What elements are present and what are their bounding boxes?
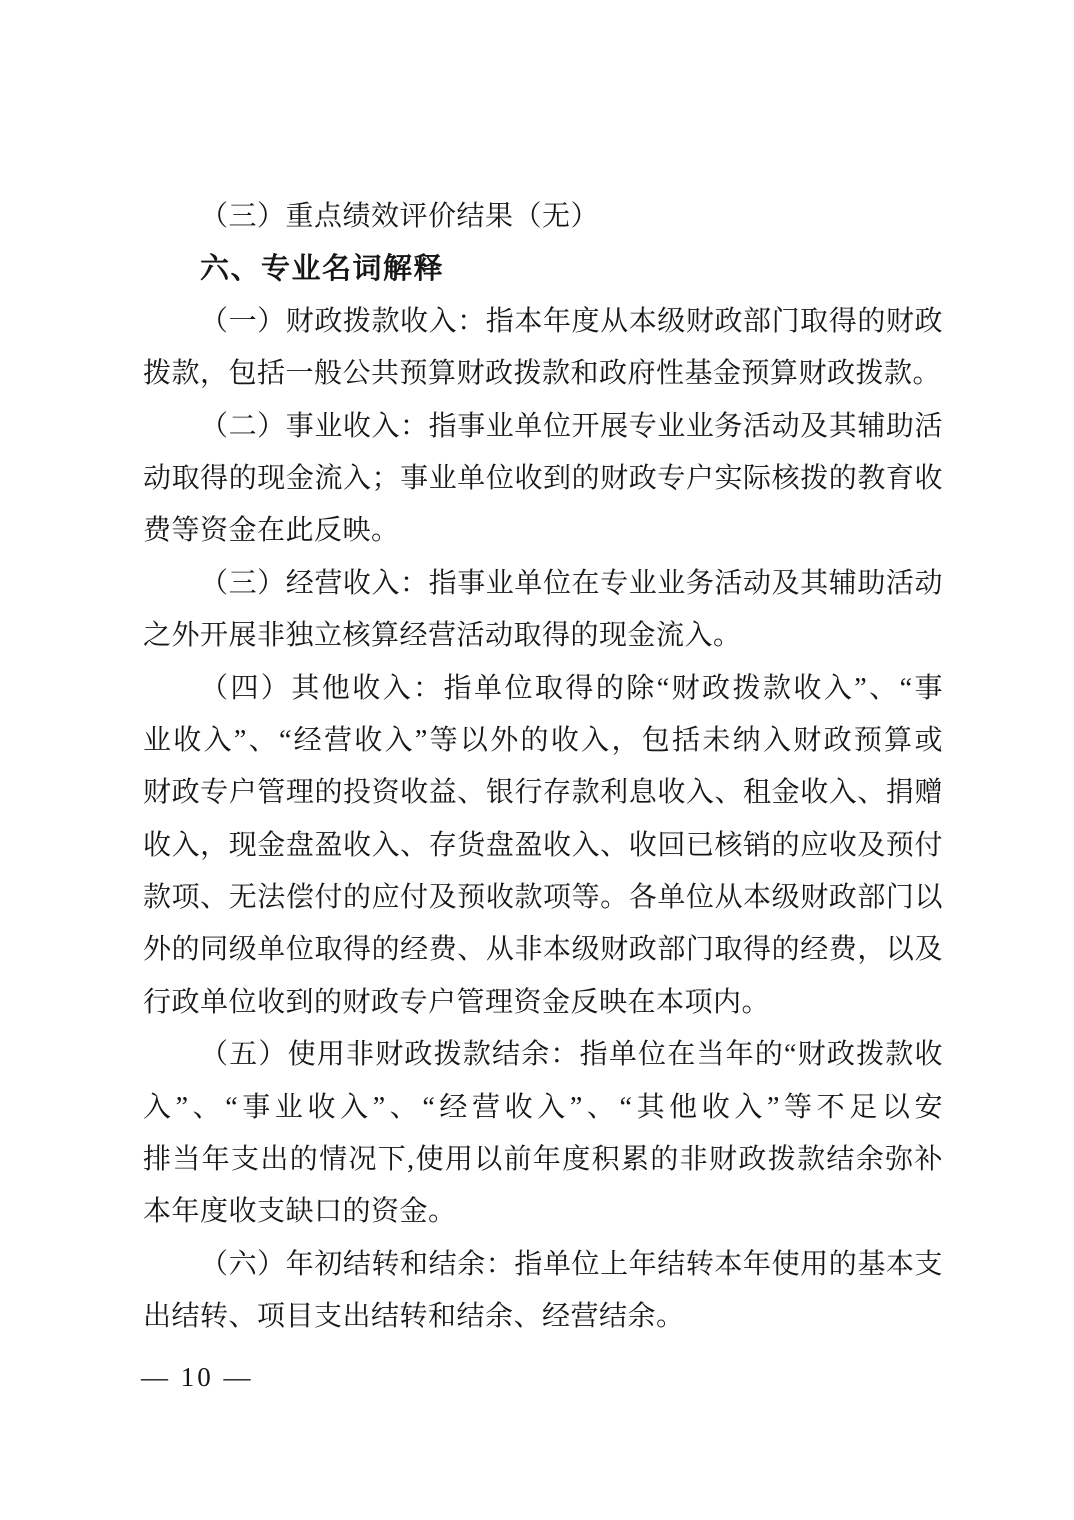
text-line: （六）年初结转和结余：指单位上年结转本年使用的基本支 bbox=[200, 1248, 943, 1280]
text-line: 财政专户管理的投资收益、银行存款利息收入、租金收入、捐赠 bbox=[143, 777, 943, 809]
text-line: 拨款，包括一般公共预算财政拨款和政府性基金预算财政拨款。 bbox=[143, 358, 942, 390]
text-line: （三）重点绩效评价结果（无） bbox=[200, 201, 600, 232]
text-line: 外的同级单位取得的经费、从非本级财政部门取得的经费，以及 bbox=[143, 934, 943, 966]
text-line: 本年度收支缺口的资金。 bbox=[143, 1196, 457, 1228]
text-line: 业收入”、“经营收入”等以外的收入，包括未纳入财政预算或 bbox=[143, 724, 943, 756]
text-line: 费等资金在此反映。 bbox=[143, 515, 400, 547]
text-line: （二）事业收入：指事业单位开展专业业务活动及其辅助活 bbox=[200, 410, 943, 442]
text-line: （三）经营收入：指事业单位在专业业务活动及其辅助活动 bbox=[200, 567, 943, 599]
text-line: 行政单位收到的财政专户管理资金反映在本项内。 bbox=[143, 986, 771, 1018]
text-line: 出结转、项目支出结转和结余、经营结余。 bbox=[143, 1301, 685, 1333]
page-number: — 10 — bbox=[141, 1362, 254, 1392]
text-line: （五）使用非财政拨款结余：指单位在当年的“财政拨款收 bbox=[200, 1039, 943, 1071]
text-line: 排当年支出的情况下,使用以前年度积累的非财政拨款结余弥补 bbox=[143, 1144, 943, 1176]
text-line: 款项、无法偿付的应付及预收款项等。各单位从本级财政部门以 bbox=[143, 882, 943, 914]
text-line: （四）其他收入：指单位取得的除“财政拨款收入”、“事 bbox=[200, 672, 943, 704]
document-body bbox=[143, 191, 943, 1344]
text-line: （一）财政拨款收入：指本年度从本级财政部门取得的财政 bbox=[200, 305, 943, 337]
section-heading: 六、专业名词解释 bbox=[200, 253, 445, 286]
text-line: 之外开展非独立核算经营活动取得的现金流入。 bbox=[143, 620, 742, 652]
text-line: 收入，现金盘盈收入、存货盘盈收入、收回已核销的应收及预付 bbox=[143, 829, 943, 861]
text-line: 入”、“事业收入”、“经营收入”、“其他收入”等不足以安 bbox=[143, 1091, 943, 1123]
text-line: 动取得的现金流入；事业单位收到的财政专户实际核拨的教育收 bbox=[143, 462, 943, 494]
